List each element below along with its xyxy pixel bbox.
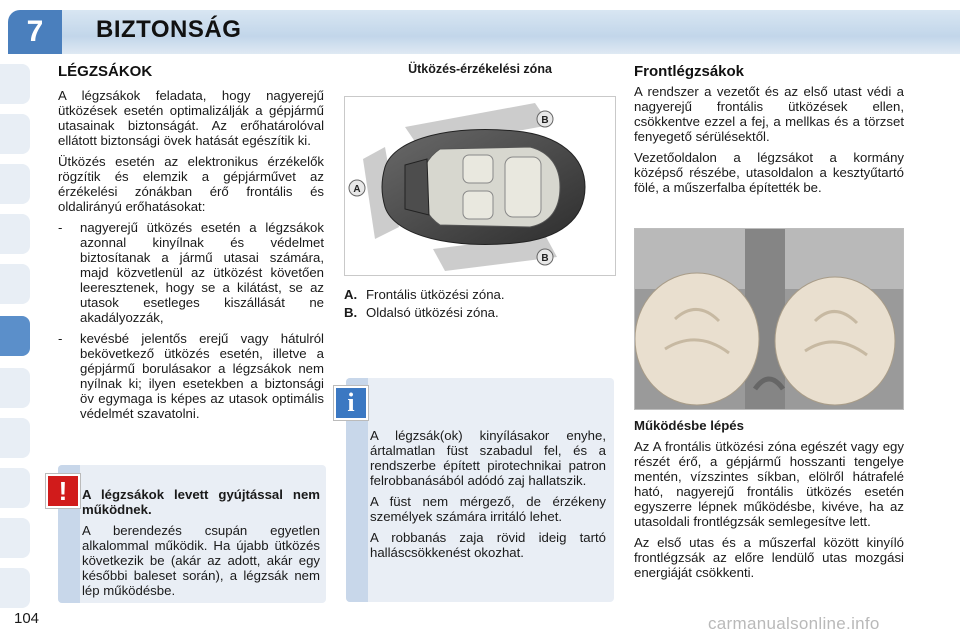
- crash-zone-diagram: [344, 96, 616, 276]
- active-chapter-tab: [0, 316, 30, 356]
- list-item-text: kevésbé jelentős erejű vagy hátulról bekövetkező ütközés esetén, illetve a gépjármű borulásakor a légzsákok nem nyílnak ki; ilyen esetekben a biztonsági öv egymaga is képes az utasok optimális védelmét szavatolni.: [80, 331, 324, 421]
- rear-seat: [505, 157, 541, 217]
- info-paragraph: A légzsák(ok) kinyílásakor enyhe, ártalmatlan füst szabadul fel, és a rendszerbe épített pirotechnikai patron felrobbanásából adódó zaj hallatszik.: [370, 428, 606, 488]
- info-box: [346, 378, 614, 602]
- warning-box: [58, 465, 326, 603]
- margin-strip: [0, 54, 30, 640]
- warning-icon: !: [46, 474, 80, 508]
- info-icon: i: [334, 386, 368, 420]
- chapter-tab: [0, 114, 30, 154]
- zone-b-label: B: [541, 253, 549, 264]
- front-seat: [463, 155, 493, 183]
- chapter-number-badge: 7: [8, 10, 62, 54]
- right-column-text: [634, 84, 904, 201]
- section-heading-front-airbags: Frontlégzsákok: [634, 63, 745, 80]
- section-heading-airbags: LÉGZSÁKOK: [58, 63, 153, 80]
- warning-text: [82, 487, 320, 604]
- chapter-tab: [0, 214, 30, 254]
- paragraph: Vezetőoldalon a légzsákot a kormány középső részébe, utasoldalon a kesztyűtartó fölé, a műszerfalba építették be.: [634, 150, 904, 195]
- warning-title: A légzsákok levett gyújtással nem működnek.: [82, 487, 320, 517]
- paragraph: Az A frontális ütközési zóna egészét vagy egy részét érő, a gépjármű hosszanti tengelye mentén, vízszintes síkban, elölről hátrafelé ható, nagyerejű frontális ütközés esetén egyszerre lépnek működésbe, kivéve, ha az utasoldali frontlégzsák semlegesítve lett.: [634, 439, 904, 529]
- page-title: BIZTONSÁG: [96, 16, 242, 43]
- front-seat: [463, 191, 493, 219]
- list-item: - kevésbé jelentős erejű vagy hátulról bekövetkező ütközés esetén, illetve a gépjármű borulásakor a légzsákok nem nyílnak ki; ilyen esetekben a biztonsági öv egymaga is képes az utasok optimális védelmét szavatolni.: [58, 331, 324, 421]
- info-paragraph: A füst nem mérgező, de érzékeny személyek számára irritáló lehet.: [370, 494, 606, 524]
- diagram-title: Ütközés-érzékelési zóna: [408, 62, 552, 76]
- legend-item: [344, 286, 505, 304]
- legend-key: A.: [344, 287, 358, 302]
- paragraph: Az első utas és a műszerfal között kinyíló frontlégzsák az előre lendülő utas mozgási energiáját csökkenti.: [634, 535, 904, 580]
- chapter-tab: [0, 264, 30, 304]
- chapter-tab: [0, 468, 30, 508]
- legend-key: B.: [344, 305, 358, 320]
- list-item: - nagyerejű ütközés esetén a légzsákok azonnal kinyílnak és védelmet biztosítanak a jármű utasai számára, majd közvetlenül az ütközést követően leeresztenek, hogy se a kilátást, se az utasok esetleges kiszállását ne akadályozzák,: [58, 220, 324, 325]
- info-text: [370, 428, 606, 566]
- list-item-text: nagyerejű ütközés esetén a légzsákok azonnal kinyílnak és védelmet biztosítanak a jármű utasai számára, majd közvetlenül az ütközést követően leeresztenek, hogy se a kilátást, se az utasok esetleges kiszállását ne akadályozzák,: [80, 220, 324, 325]
- info-paragraph: A robbanás zaja rövid ideig tartó halláscsökkenést okozhat.: [370, 530, 606, 560]
- legend-text: Frontális ütközési zóna.: [366, 287, 505, 302]
- chapter-tab: [0, 418, 30, 458]
- watermark: carmanualsonline.info: [708, 614, 880, 633]
- windshield: [405, 159, 429, 215]
- paragraph: A rendszer a vezetőt és az első utast védi a nagyerejű frontális ütközések ellen, csökkentve ezzel a fej, a mellkas és a törzset fenyegető sérülésektől.: [634, 84, 904, 144]
- airbag-photo: [634, 228, 904, 410]
- chapter-tab: [0, 64, 30, 104]
- chapter-tab: [0, 164, 30, 204]
- chapter-tab: [0, 368, 30, 408]
- chapter-tab: [0, 518, 30, 558]
- legend-text: Oldalsó ütközési zóna.: [366, 305, 499, 320]
- warning-paragraph: A berendezés csupán egyetlen alkalommal működik. Ha újabb ütközés következik be (akár az adott, akár egy későbbi baleset során), a légzsák nem lép működésbe.: [82, 523, 320, 598]
- zone-b-label: B: [541, 115, 549, 126]
- chapter-tab: [0, 568, 30, 608]
- left-column-text: [58, 88, 324, 427]
- deployed-airbags-illustration: [635, 229, 903, 409]
- legend-item: [344, 304, 505, 322]
- diagram-legend: [344, 286, 505, 322]
- activation-heading: Működésbe lépés: [634, 418, 744, 433]
- car-topview-illustration: [345, 97, 615, 275]
- paragraph: Ütközés esetén az elektronikus érzékelők rögzítik és elemzik a gépjárművet az érzékelési zónákban érő frontális és oldalirányú erőhatásokat:: [58, 154, 324, 214]
- activation-section: [634, 418, 904, 586]
- zone-a-label: A: [353, 184, 361, 195]
- page-number: 104: [14, 610, 40, 627]
- paragraph: A légzsákok feladata, hogy nagyerejű ütközések esetén optimalizálják a gépjármű utasainak biztonságát. Az erőhatárolóval ellátott biztonsági övek hatását egészítik ki.: [58, 88, 324, 148]
